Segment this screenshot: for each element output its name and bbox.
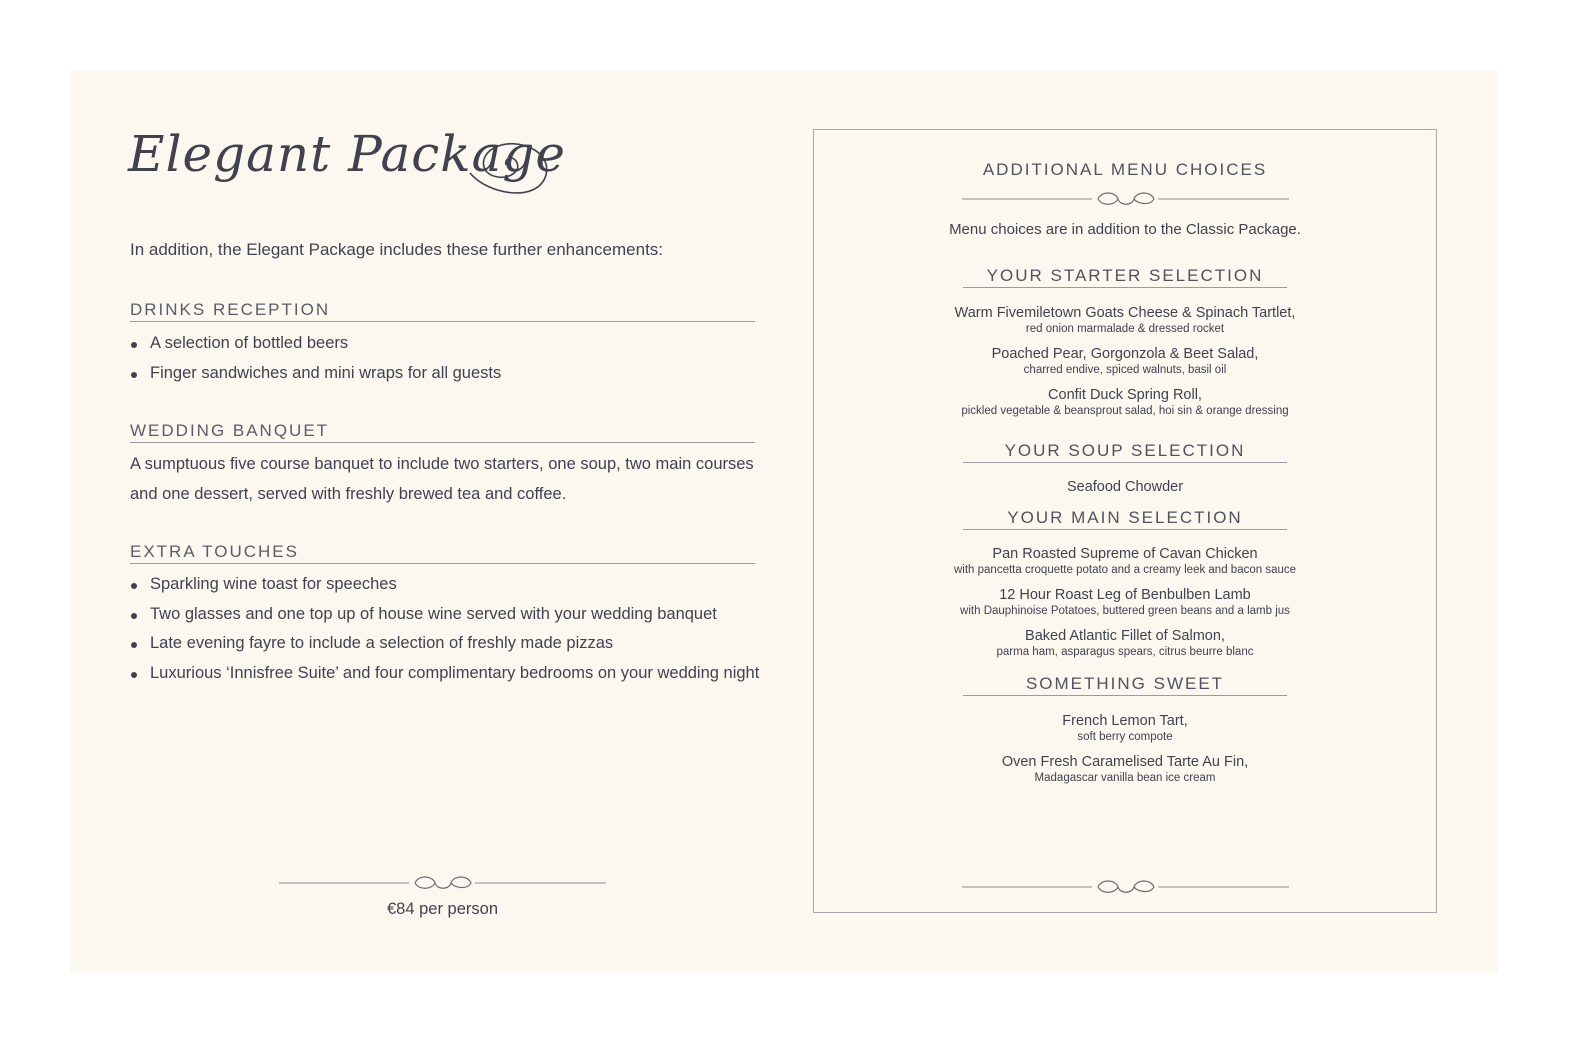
ornament-divider-icon <box>962 188 1289 210</box>
package-title: Elegant Package <box>128 125 566 183</box>
list-item: Luxurious ‘Innisfree Suite’ and four complimentary bedrooms on your wedding night <box>130 659 759 689</box>
main-dishes <box>813 545 1437 660</box>
dish-name: Baked Atlantic Fillet of Salmon, <box>1025 628 1225 644</box>
intro-text: In addition, the Elegant Package includes these further enhancements: <box>130 240 664 259</box>
ornament-divider-icon <box>279 872 606 894</box>
dish-description: with Dauphinoise Potatoes, buttered green beans and a lamb jus <box>960 605 1290 617</box>
list-item: Two glasses and one top up of house wine served with your wedding banquet <box>130 600 759 630</box>
dish-description: pickled vegetable & beansprout salad, hoi sin & orange dressing <box>961 405 1289 417</box>
menu-note: Menu choices are in addition to the Classic Package. <box>949 221 1301 238</box>
dish-description: soft berry compote <box>1077 731 1173 743</box>
starter-selection-heading: YOUR STARTER SELECTION <box>963 265 1287 288</box>
main-selection-heading: YOUR MAIN SELECTION <box>963 507 1287 530</box>
wedding-banquet-heading: WEDDING BANQUET <box>130 421 755 443</box>
additional-menu-heading: ADDITIONAL MENU CHOICES <box>982 160 1268 179</box>
extra-touches-heading: EXTRA TOUCHES <box>130 542 755 564</box>
dish-name: French Lemon Tart, <box>1062 713 1188 729</box>
dish-name: Seafood Chowder <box>1066 479 1184 495</box>
title-flourish-icon <box>468 133 550 205</box>
starter-dishes <box>813 304 1437 419</box>
list-item: Finger sandwiches and mini wraps for all guests <box>130 359 501 389</box>
price-per-person: €84 per person <box>387 900 498 918</box>
dish-name: Pan Roasted Supreme of Cavan Chicken <box>992 546 1258 562</box>
list-item: Late evening fayre to include a selection of freshly made pizzas <box>130 629 759 659</box>
dish-description: red onion marmalade & dressed rocket <box>1025 323 1225 335</box>
drinks-list <box>130 329 501 388</box>
ornament-divider-icon <box>962 876 1289 898</box>
list-item: Sparkling wine toast for speeches <box>130 570 759 600</box>
dish-description: with pancetta croquette potato and a creamy leek and bacon sauce <box>953 564 1297 576</box>
dish-description: parma ham, asparagus spears, citrus beurre blanc <box>996 646 1254 658</box>
dish-name: 12 Hour Roast Leg of Benbulben Lamb <box>999 587 1251 603</box>
dish-name: Oven Fresh Caramelised Tarte Au Fin, <box>1001 754 1249 770</box>
dish-name: Poached Pear, Gorgonzola & Beet Salad, <box>991 346 1259 362</box>
soup-selection-heading: YOUR SOUP SELECTION <box>963 440 1287 463</box>
drinks-reception-heading: DRINKS RECEPTION <box>130 300 755 322</box>
banquet-description: A sumptuous five course banquet to include two starters, one soup, two main courses and one dessert, served with freshly brewed tea and coffee. <box>130 455 754 503</box>
something-sweet-heading: SOMETHING SWEET <box>963 673 1287 696</box>
dish-description: Madagascar vanilla bean ice cream <box>1034 772 1216 784</box>
dish-name: Confit Duck Spring Roll, <box>1048 387 1202 403</box>
list-item: A selection of bottled beers <box>130 329 501 359</box>
dish-name: Warm Fivemiletown Goats Cheese & Spinach Tartlet, <box>954 305 1296 321</box>
dish-description: charred endive, spiced walnuts, basil oil <box>1023 364 1227 376</box>
extras-list <box>130 570 759 688</box>
dessert-dishes <box>813 712 1437 786</box>
